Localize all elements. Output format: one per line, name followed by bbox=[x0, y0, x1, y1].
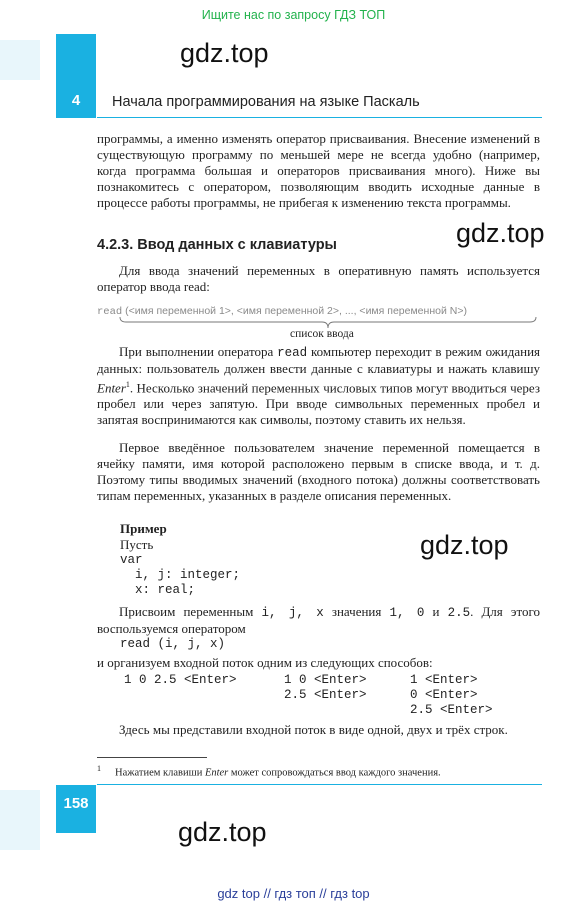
p5-middle: значения bbox=[323, 604, 390, 619]
stream-three-lines: 1 <Enter> bbox=[410, 673, 478, 687]
code-line: var bbox=[120, 553, 143, 567]
header-rule bbox=[97, 117, 542, 118]
paragraph-read-intro bbox=[97, 263, 540, 295]
stream-three-lines: 2.5 <Enter> bbox=[410, 703, 493, 717]
read-statement: read (i, j, x) bbox=[120, 637, 226, 651]
p3-after: . Несколько значений переменных числовых типов могут вводиться через пробел или через запятую. При вводе символьных переменных пробел и запятая воспринимаются как символы, поэтому ставить их нельзя. bbox=[97, 380, 540, 428]
p5-value-last: 2.5 bbox=[447, 606, 471, 620]
page-rule bbox=[97, 784, 542, 785]
footnote bbox=[97, 762, 540, 780]
code-line: i, j: integer; bbox=[120, 568, 241, 582]
footnote-after: может сопровождаться ввод каждого значения. bbox=[228, 767, 441, 779]
example-let: Пусть bbox=[120, 537, 154, 552]
chapter-number: 4 bbox=[71, 92, 81, 109]
p3-middle: компьютер переходит в режим ожидания данных: пользователь должен ввести данные с клавиатуры и нажать клавишу bbox=[97, 344, 541, 376]
margin-shade-bottom bbox=[0, 790, 40, 850]
bottom-banner: gdz top // гдз топ // гдз top bbox=[217, 886, 370, 901]
footnote-key: Enter bbox=[204, 767, 229, 779]
paragraph-input-order: Первое введённое пользователем значение переменной помещается в ячейку памяти, имя которой расположено первым в списке ввода, и т. д. Поэтому типы вводимых значений (входного потока) должны соответствовать типам переменных, указанных в разделе описания переменных. bbox=[97, 440, 540, 503]
footnote-before: Нажатием клавиши bbox=[115, 767, 205, 779]
stream-three-lines: 0 <Enter> bbox=[410, 688, 478, 702]
example-block bbox=[120, 521, 540, 598]
footnote-mark: 1 bbox=[125, 380, 130, 389]
top-banner: Ищите нас по запросу ГДЗ ТОП bbox=[201, 8, 386, 22]
code-line: x: real; bbox=[120, 583, 196, 597]
paragraph-conclusion: Здесь мы представили входной поток в виде одной, двух и трёх строк. bbox=[119, 722, 508, 737]
paragraph-assign bbox=[97, 604, 540, 637]
margin-shade-top bbox=[0, 40, 40, 80]
watermark: gdz.top bbox=[180, 38, 269, 68]
paragraph-text: Для ввода значений переменных в оперативную память используется оператор ввода read: bbox=[97, 263, 540, 294]
p5-and: и bbox=[424, 604, 448, 619]
p5-vars: i, j, x bbox=[261, 606, 324, 620]
p5-before: Присвоим переменным bbox=[119, 604, 262, 619]
paragraph-intro: программы, а именно изменять оператор присваивания. Внесение изменений в существующую программу по меньшей мере не всегда удобно (например, когда программа большая и операторов присваивания много). Ниже вы познакомитесь с оператором, позволяющим вводить исходные данные в процессе работы программы, не прибегая к изменению текста программы. bbox=[97, 131, 540, 210]
syntax-args: (<имя переменной 1>, <имя переменной 2>, ..., <имя переменной N>) bbox=[125, 305, 467, 317]
syntax-keyword: read bbox=[97, 306, 123, 318]
p5-after: . Для этого воспользуемся оператором bbox=[97, 604, 540, 636]
footnote-rule bbox=[97, 757, 207, 758]
paragraph-stream-intro: и организуем входной поток одним из следующих способов: bbox=[97, 655, 433, 670]
footnote-number: 1 bbox=[97, 764, 101, 773]
section-heading: 4.2.3. Ввод данных с клавиатуры bbox=[97, 237, 337, 253]
example-title: Пример bbox=[120, 521, 167, 536]
p3-key: Enter bbox=[97, 380, 126, 396]
stream-two-lines: 2.5 <Enter> bbox=[284, 688, 367, 702]
running-title: Начала программирования на языке Паскаль bbox=[112, 94, 420, 110]
watermark: gdz.top bbox=[420, 530, 509, 560]
paragraph-read-behavior bbox=[97, 344, 540, 428]
p3-before: При выполнении оператора bbox=[119, 344, 278, 359]
page-number: 158 bbox=[63, 795, 89, 812]
p5-values: 1, 0 bbox=[389, 606, 425, 620]
stream-two-lines: 1 0 <Enter> bbox=[284, 673, 367, 687]
stream-one-line: 1 0 2.5 <Enter> bbox=[124, 673, 237, 687]
brace-label: список ввода bbox=[290, 328, 354, 340]
watermark: gdz.top bbox=[456, 218, 545, 248]
watermark: gdz.top bbox=[178, 817, 267, 847]
p3-keyword: read bbox=[277, 346, 308, 360]
